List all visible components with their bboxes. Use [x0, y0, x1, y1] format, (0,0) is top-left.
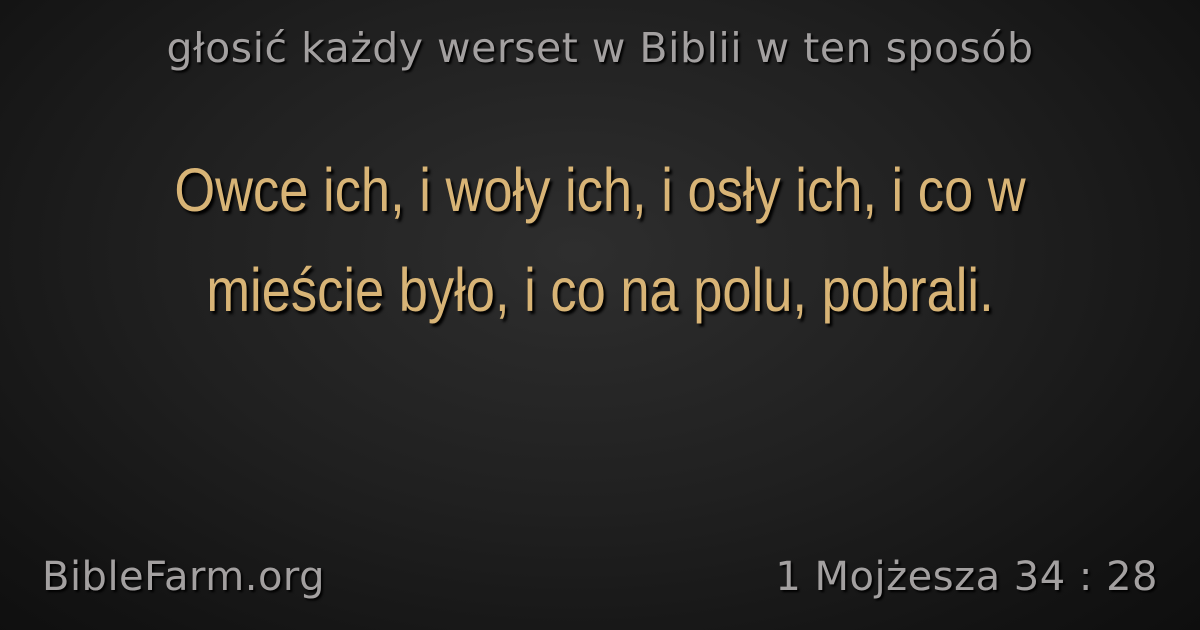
site-name: BibleFarm.org [42, 554, 326, 600]
verse-reference: 1 Mojżesza 34 : 28 [775, 554, 1158, 600]
verse-text: Owce ich, i woły ich, i osły ich, i co w mieście było, i co na polu, pobrali. [174, 156, 1026, 324]
header-tagline: głosić każdy werset w Biblii w ten sposób [166, 24, 1034, 72]
